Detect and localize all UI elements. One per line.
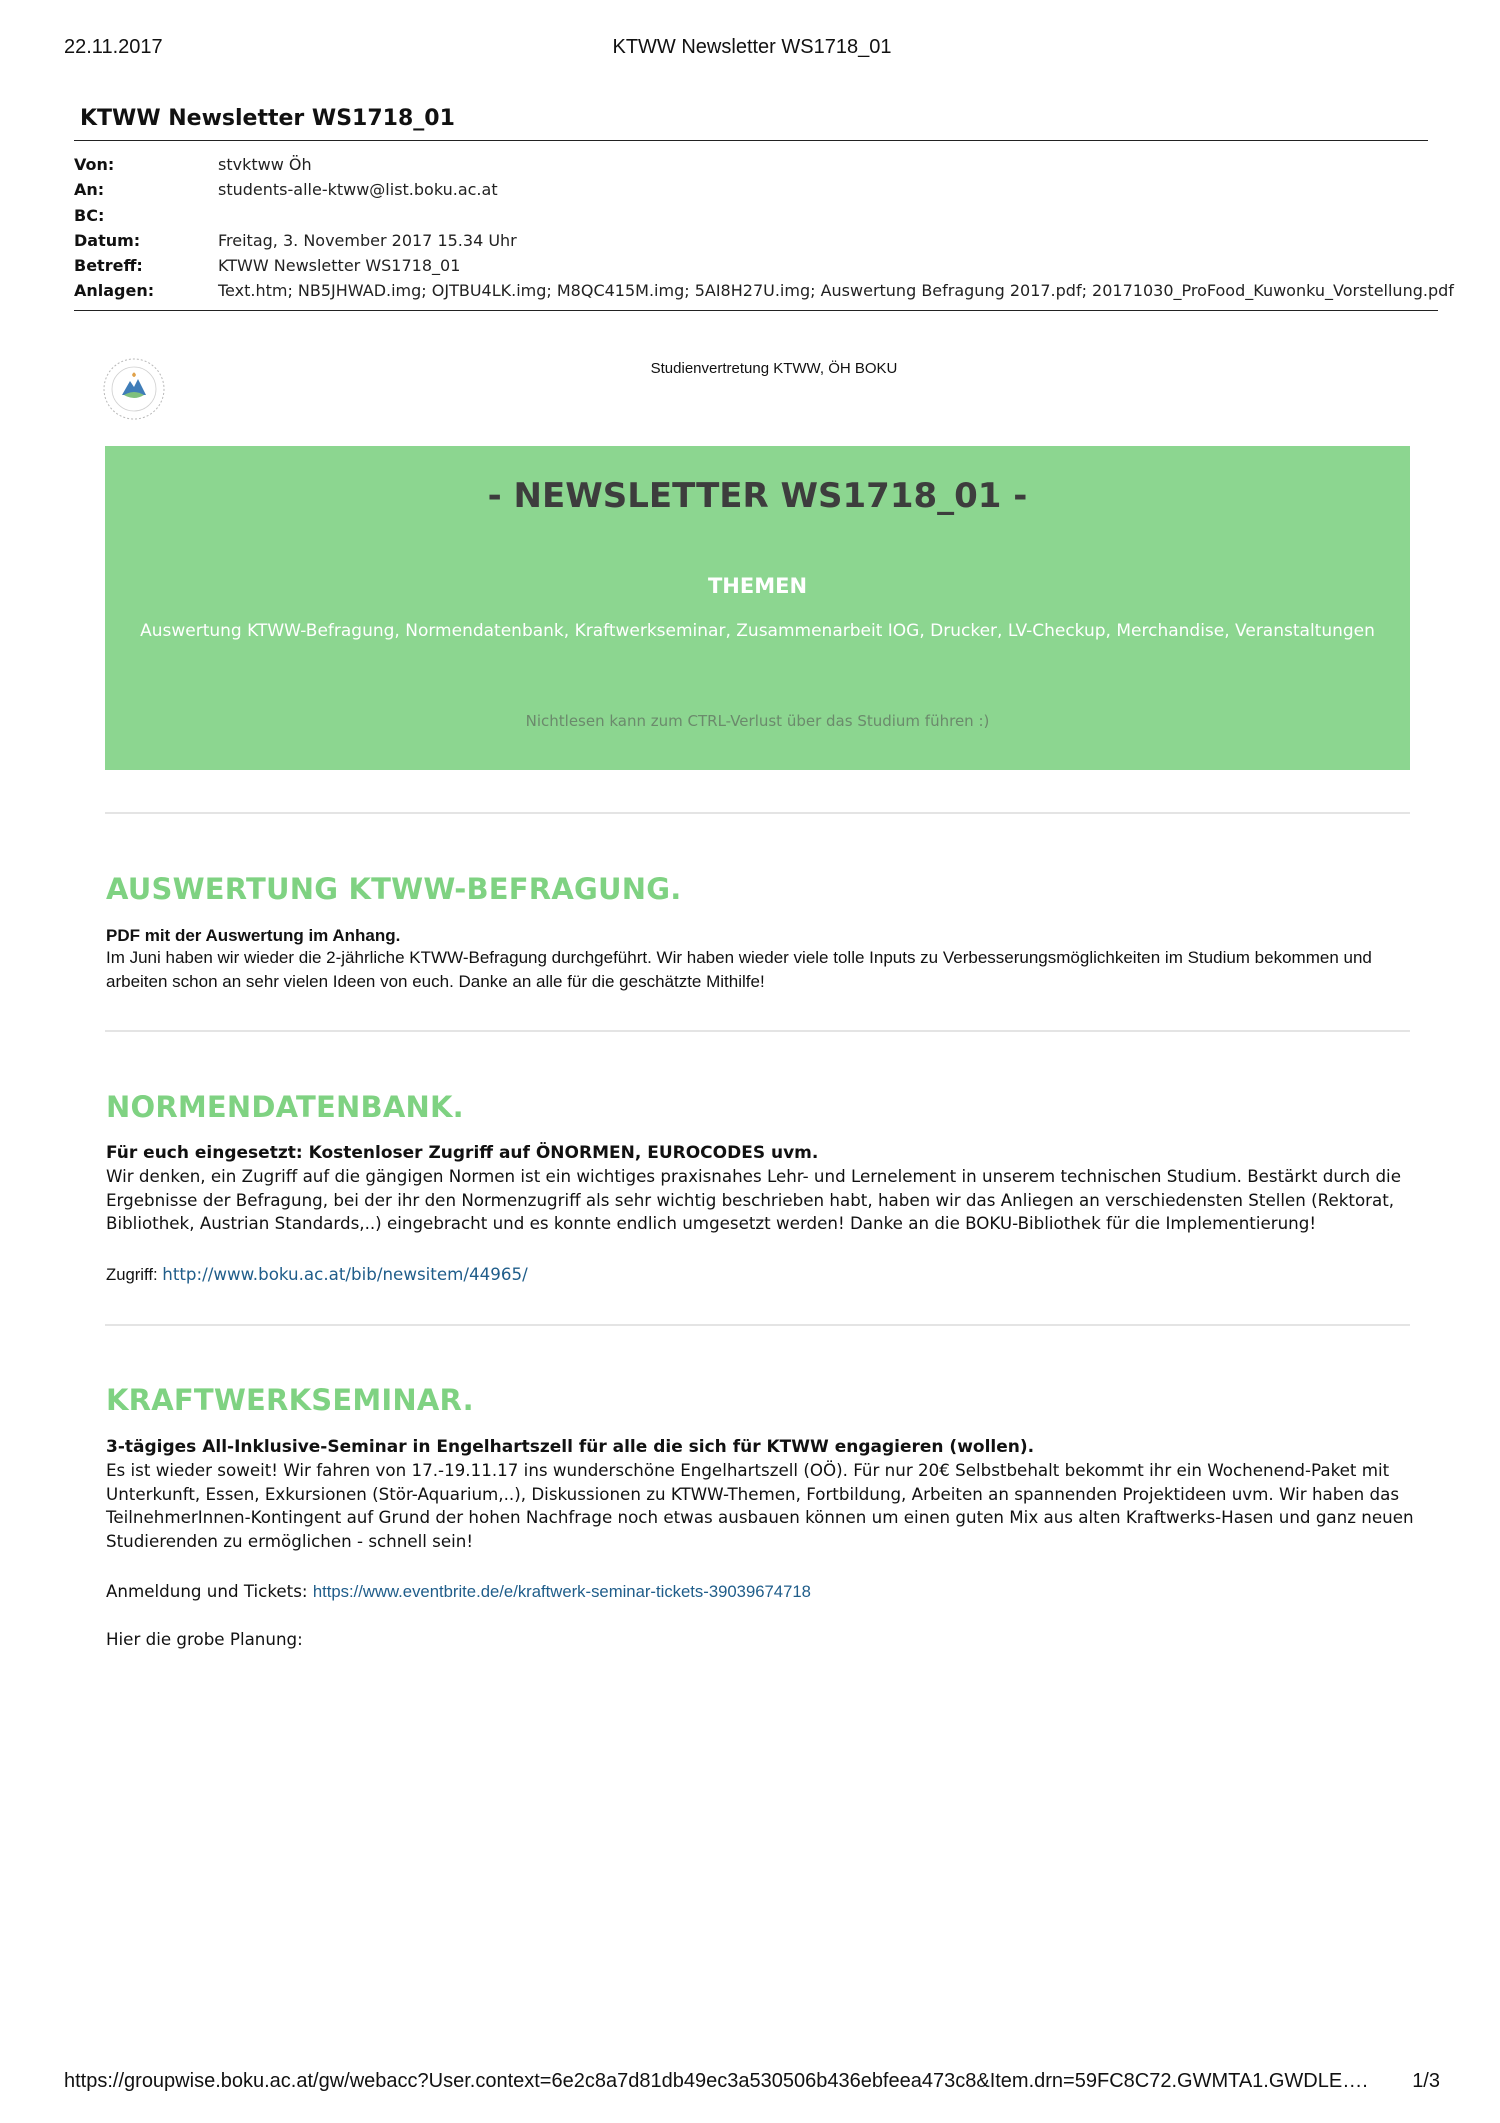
kraftwerk-planning: Hier die grobe Planung: <box>106 1629 303 1649</box>
normen-access-link[interactable]: http://www.boku.ac.at/bib/newsitem/44965/ <box>162 1264 528 1284</box>
section-heading-normen: NORMENDATENBANK. <box>106 1090 464 1124</box>
section-text-normen: Wir denken, ein Zugriff auf die gängigen Normen ist ein wichtiges praxisnahes Lehr- und Lernelement in unserem technischen Studium. Bestärkt durch die Ergebnisse der Befragung, bei der ihr den Normenzugriff als sehr wichtig beschrieben habt, haben wir das Anliegen an verschiedensten Stellen (Rektorat, Bibliothek, Austrian Standards,..) eingebracht und es konnte endlich umgesetzt werden! Danke an die BOKU-Bibliothek für die Implementierung! <box>106 1166 1401 1234</box>
normen-access-label: Zugriff: <box>106 1265 163 1284</box>
meta-row-from <box>74 152 1434 177</box>
kraftwerk-tickets-link[interactable]: https://www.eventbrite.de/e/kraftwerk-seminar-tickets-39039674718 <box>312 1582 811 1601</box>
normen-access <box>106 1263 1416 1287</box>
divider <box>74 140 1428 141</box>
divider <box>74 310 1438 311</box>
mail-metadata <box>74 152 1454 304</box>
section-text-kraftwerk: Es ist wieder soweit! Wir fahren von 17.-19.11.17 ins wunderschöne Engelhartszell (OÖ). Für nur 20€ Selbstbehalt bekommt ihr ein Wochenend-Paket mit Unterkunft, Essen, Exkursionen (Stör-Aquarium,..), Diskussionen zu KTWW-Themen, Fortbildung, Arbeiten an spannenden Projektideen uvm. Wir haben das TeilnehmerInnen-Kontingent auf Grund der hohen Nachfrage noch etwas ausbauen können um einen guten Mix aus alten Kraftwerks-Hasen und ganz neuen Studierenden zu ermöglichen - schnell sein! <box>106 1460 1414 1551</box>
section-heading-kraftwerk: KRAFTWERKSEMINAR. <box>106 1383 474 1417</box>
section-text-befragung: Im Juni haben wir wieder die 2-jährliche KTWW-Befragung durchgeführt. Wir haben wieder viele tolle Inputs zu Verbesserungsmöglichkeiten im Studium bekommen und arbeiten schon an sehr vielen Ideen von euch. Danke an alle für die geschätzte Mithilfe! <box>106 948 1372 991</box>
section-subheading-befragung: PDF mit der Auswertung im Anhang. <box>106 926 401 945</box>
section-divider <box>105 1324 1410 1326</box>
page-number: 1/3 <box>1412 2070 1440 2092</box>
print-url: https://groupwise.boku.ac.at/gw/webacc?User.context=6e2c8a7d81db49ec3a530506b436ebfeea473c8&Item.drn=59FC8C72.GWMTA1.GWDLE…. <box>64 2070 1368 2092</box>
section-subheading-kraftwerk: 3-tägiges All-Inklusive-Seminar in Engelhartszell für alle die sich für KTWW engagieren (wollen). <box>106 1437 1035 1457</box>
banner-topics: Auswertung KTWW-Befragung, Normendatenbank, Kraftwerkseminar, Zusammenarbeit IOG, Drucker, LV-Checkup, Merchandise, Veranstaltungen <box>140 621 1375 641</box>
meta-label-bc: BC: <box>74 205 105 225</box>
section-subheading-normen: Für euch eingesetzt: Kostenloser Zugriff auf ÖNORMEN, EUROCODES uvm. <box>106 1143 819 1163</box>
meta-value-to[interactable]: students-alle-ktww@list.boku.ac.at <box>218 180 498 200</box>
print-footer <box>64 2070 1440 2094</box>
meta-value-attachments[interactable]: Text.htm; NB5JHWAD.img; OJTBU4LK.img; M8QC415M.img; 5AI8H27U.img; Auswertung Befragung 2017.pdf; 20171030_ProFood_Kuwonku_Vorstellung.pdf <box>218 281 1454 301</box>
meta-label-date: Datum: <box>74 230 141 250</box>
meta-row-bc <box>74 203 1434 228</box>
meta-row-to <box>74 177 1434 202</box>
banner-note: Nichtlesen kann zum CTRL-Verlust über das Studium führen :) <box>525 712 990 730</box>
meta-label-subject: Betreff: <box>74 256 143 276</box>
meta-value-date: Freitag, 3. November 2017 15.34 Uhr <box>218 230 517 250</box>
banner-title: - NEWSLETTER WS1718_01 - <box>487 476 1028 516</box>
meta-value-from: stvktww Öh <box>218 155 312 174</box>
banner-themen-label: THEMEN <box>707 574 808 598</box>
kraftwerk-tickets <box>106 1580 1416 1604</box>
meta-row-subject <box>74 253 1434 278</box>
section-divider <box>105 812 1410 814</box>
newsletter-banner <box>105 446 1410 770</box>
mail-title: KTWW Newsletter WS1718_01 <box>80 106 455 131</box>
meta-row-attachments <box>74 278 1454 303</box>
print-title: KTWW Newsletter WS1718_01 <box>612 36 892 58</box>
meta-value-subject: KTWW Newsletter WS1718_01 <box>218 256 461 276</box>
meta-label-to: An: <box>74 180 105 200</box>
org-name: Studienvertretung KTWW, ÖH BOKU <box>650 360 898 377</box>
kraftwerk-tickets-label: Anmeldung und Tickets: <box>106 1581 313 1601</box>
meta-row-date <box>74 228 1434 253</box>
section-heading-befragung: AUSWERTUNG KTWW-BEFRAGUNG. <box>106 872 682 906</box>
meta-label-attachments: Anlagen: <box>74 281 155 301</box>
section-divider <box>105 1030 1410 1032</box>
meta-label-from: Von: <box>74 155 115 174</box>
print-date: 22.11.2017 <box>64 36 163 58</box>
print-header <box>64 36 1440 60</box>
